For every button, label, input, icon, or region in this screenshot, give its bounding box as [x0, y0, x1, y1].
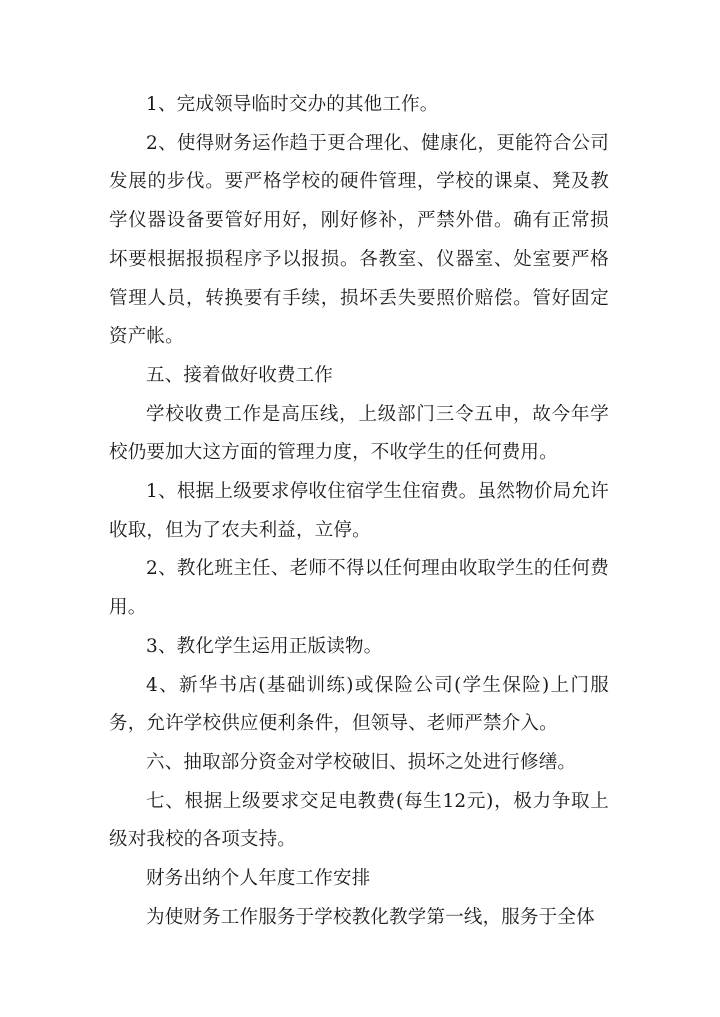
paragraph: 1、完成领导临时交办的其他工作。 — [146, 94, 439, 115]
section-heading: 六、抽取部分资金对学校破旧、损坏之处进行修缮。 — [146, 751, 577, 773]
document-body — [109, 86, 609, 937]
paragraph: 为使财务工作服务于学校教化教学第一线，服务于全体 — [146, 906, 595, 928]
paragraph: 2、教化班主任、老师不得以任何理由收取学生的任何费用。 — [109, 558, 609, 619]
paragraph: 1、根据上级要求停收住宿学生住宿费。虽然物价局允许收取，但为了农夫利益，立停。 — [109, 481, 609, 541]
paragraph: 3、教化学生运用正版读物。 — [146, 635, 383, 657]
paragraph: 2、使得财务运作趋于更合理化、健康化，更能符合公司发展的步伐。要严格学校的硬件管理，学校的课桌、凳及教学仪器设备要管好用好，刚好修补，严禁外借。确有正常损坏要根据报损程序予以报损。各教室、仪器室、处室要严格管理人员，转换要有手续，损坏丢失要照价赔偿。管好固定资产帐。 — [109, 132, 609, 348]
section-heading: 财务出纳个人年度工作安排 — [146, 868, 371, 890]
paragraph: 学校收费工作是高压线，上级部门三令五申，故今年学校仍要加大这方面的管理力度，不收学生的任何费用。 — [109, 403, 609, 464]
paragraph: 4、新华书店(基础训练)或保险公司(学生保险)上门服务，允许学校供应便利条件，但领导、老师严禁介入。 — [109, 674, 609, 735]
section-heading: 五、接着做好收费工作 — [146, 364, 334, 386]
section-heading: 七、根据上级要求交足电教费(每生12元)，极力争取上级对我校的各项支持。 — [109, 790, 609, 851]
